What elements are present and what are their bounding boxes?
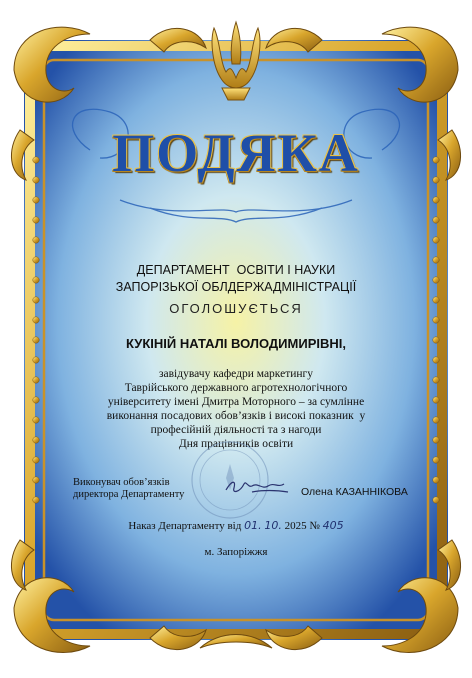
city-label: м. Запоріжжя — [204, 546, 268, 558]
order-line — [0, 519, 472, 532]
department-line-1: ДЕПАРТАМЕНТ ОСВІТИ І НАУКИ — [136, 263, 336, 277]
recipient-name: КУКІНІЙ НАТАЛІ ВОЛОДИМИРІВНІ, — [126, 336, 346, 351]
acting-director-title — [73, 477, 184, 501]
order-month: 10. — [264, 519, 282, 532]
body-line: Дня працівників освіти — [178, 438, 294, 450]
body-line: професійній діяльності та з нагоди — [150, 424, 322, 436]
acting-line-1: Виконувач обов’язків — [73, 477, 170, 488]
order-prefix: Наказ Департаменту від — [128, 520, 242, 532]
handwritten-signature — [222, 474, 294, 498]
acting-line-2: директора Департаменту — [73, 489, 185, 500]
body-line: Таврійського державного агротехнологічного — [124, 382, 348, 394]
body-line: завідувачу кафедри маркетингу — [158, 368, 313, 380]
order-day: 01. — [244, 519, 262, 532]
signer-name: Олена КАЗАННІКОВА — [301, 486, 408, 498]
certificate-title: ПОДЯКА — [112, 123, 360, 183]
department-heading — [0, 262, 472, 296]
body-line: університету імені Дмитра Моторного – за сумлінне — [107, 396, 365, 408]
order-year: 2025 № — [284, 520, 320, 532]
body-line: виконання посадових обов’язків і високі показник у — [106, 410, 366, 422]
department-line-2: ЗАПОРІЗЬКОЇ ОБЛДЕРЖАДМІНІСТРАЦІЇ — [115, 280, 357, 294]
announce-text: ОГОЛОШУЄТЬСЯ — [169, 301, 303, 316]
order-number: 405 — [322, 519, 344, 532]
